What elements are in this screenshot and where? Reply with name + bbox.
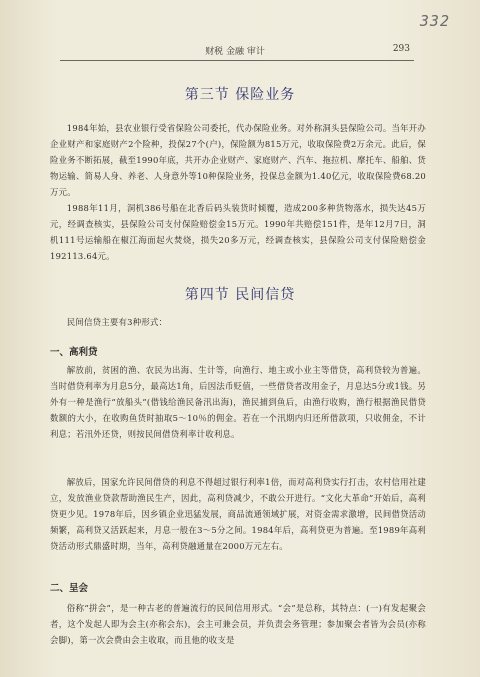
section-title-insurance: 第三节 保险业务 bbox=[184, 87, 296, 103]
usury-paragraph-2: 解放后，国家允许民间借贷的利息不得超过银行利率1倍，而对高利贷实行打击，农村信用社建立，发放渔业贷款帮助渔民生产，因此，高利贷减少，不敢公开进行。“文化大革命”开始后，高利贷更少见。1978年后，因乡镇企业迅猛发展，商品流通领域扩展，对资金需求激增，民间借贷活动频繁，高利贷又活跃起来，月息一般在3～5分之间。1984年后，高利贷更为普遍。至1989年高利贷活动形式鼎盛时期，当年，高利贷融通量在2000万元左右。 bbox=[50, 477, 426, 551]
rotating-credit-paragraph-1: 俗称“拼会”，是一种古老的普遍流行的民间信用形式。“会”是总称，其特点：(一)有发起聚会者，这个发起人即为会主(亦称会东)，会主可兼会员，并负责会务管理；参加聚会者皆为会员(亦称会脚)，第一次会费由会主收取，而且他的收支是 bbox=[50, 603, 426, 645]
page-number: 293 bbox=[392, 44, 410, 54]
usury-paragraph-1: 解放前，贫困的渔、农民为出海、生计等，向渔行、地主或小业主等借贷，高利贷较为普遍。当时借贷利率为月息5分，最高达1角，后因法币贬值，一些借贷者改用金子，月息达5分或1钱。另外有一种是渔行“放船头”(借钱给渔民备汛出海)，渔民捕到鱼后，由渔行收购，渔行根据渔民借贷数额的大小，在收购鱼货时抽取5～10％的佣金。若在一个汛期内归还所借款项，只收佣金，不计利息；若汛外还贷，则按民间借贷利率计收利息。 bbox=[50, 365, 426, 439]
running-header bbox=[60, 44, 410, 57]
insurance-paragraph-2: 1988年11月，洞机386号船在北香后码头装货时倾覆，造成200多种货物落水，损失达45万元，经调查核实，县保险公司支付保险赔偿金15万元。1990年共赔偿151件，是年12月7日，洞机111号运输船在椒江海面起火焚烧，损失20多万元，经调查核实，县保险公司支付保险赔偿金192113.64元。 bbox=[50, 203, 426, 261]
insurance-paragraph-1: 1984年始，县农业银行受省保险公司委托，代办保险业务。对外称洞头县保险公司。当年开办企业财产和家庭财产2个险种，投保27个(户)，保险额为815万元，收取保险费2万余元。此后，保险业务不断拓展，截至1990年底，共开办企业财产、家庭财产、汽车、拖拉机、摩托车、船舶、货物运输、简易人身、养老、人身意外等10种保险业务，投保总金额为1.40亿元，收取保险费68.20万元。 bbox=[50, 123, 426, 197]
header-title: 财税 金融 审计 bbox=[205, 47, 265, 57]
header-rule bbox=[60, 60, 414, 61]
credit-intro: 民间信贷主要有3种形式： bbox=[66, 317, 168, 327]
section-title-private-credit: 第四节 民间信贷 bbox=[184, 287, 296, 303]
subsection-heading-rotating-credit: 二、呈会 bbox=[50, 583, 89, 594]
handwritten-page-number: 332 bbox=[419, 12, 450, 30]
subsection-heading-usury: 一、高利贷 bbox=[50, 347, 98, 358]
